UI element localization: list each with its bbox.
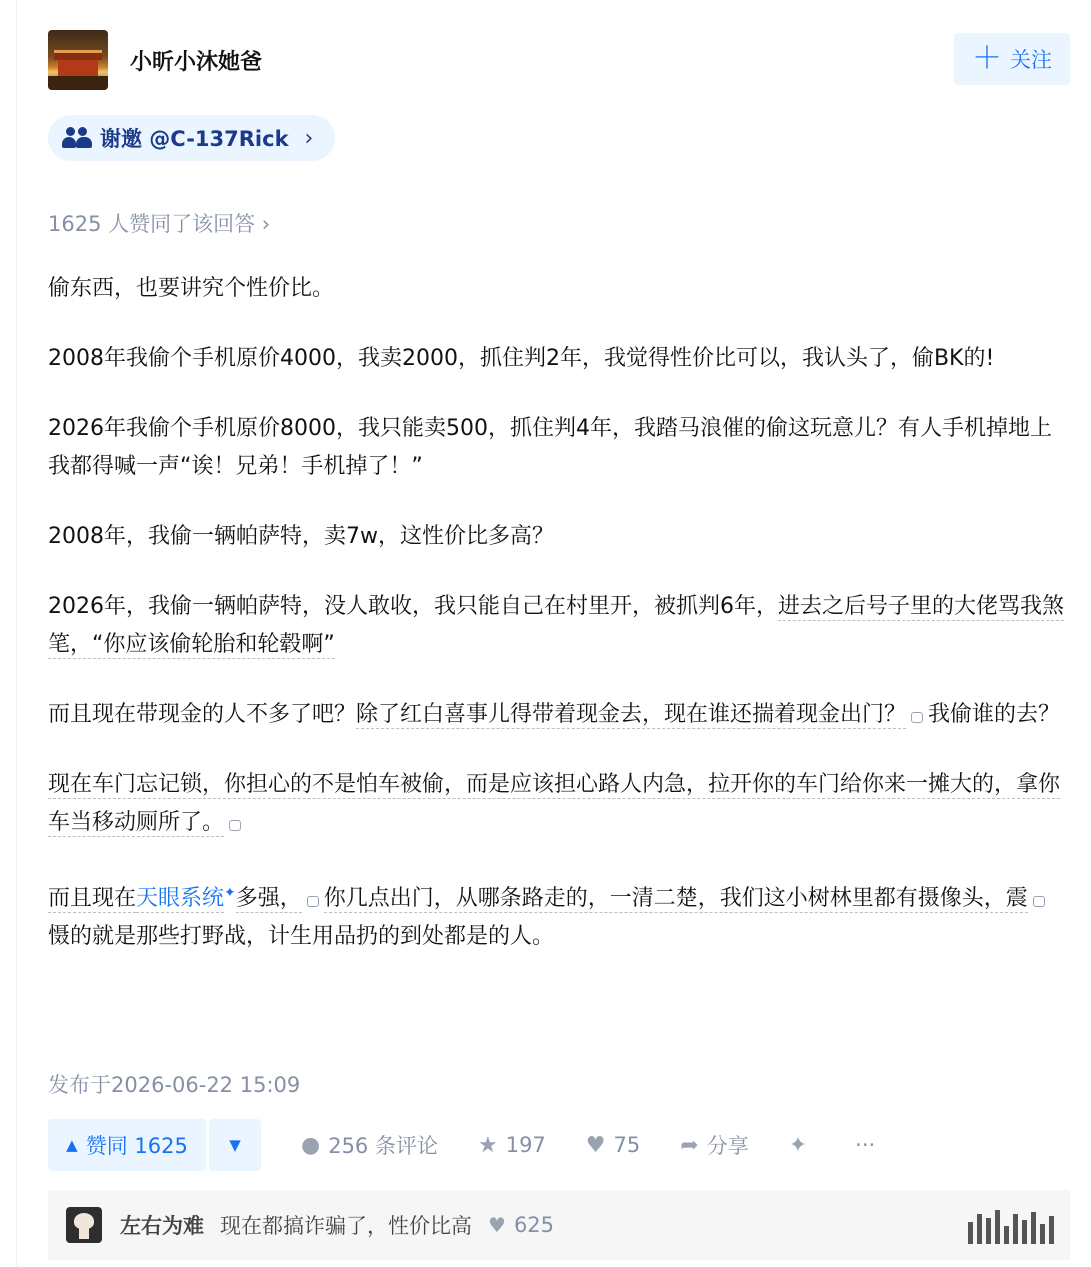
heart-icon: ♥ bbox=[585, 1132, 606, 1158]
comment-bubble-icon[interactable] bbox=[229, 820, 241, 831]
people-icon bbox=[62, 126, 92, 150]
comment-likes-count: 625 bbox=[513, 1213, 555, 1237]
more-icon: ··· bbox=[855, 1133, 876, 1157]
top-comment-preview[interactable] bbox=[48, 1190, 1070, 1260]
paragraph: 2008年我偷个手机原价4000，我卖2000，抓住判2年，我觉得性价比可以，我认头了，偷BK的! bbox=[48, 346, 995, 371]
text-segment: 2026年，我偷一辆帕萨特，没人敢收，我只能自己在村里开，被抓判6年， bbox=[48, 594, 778, 619]
heart-icon: ♥ bbox=[488, 1213, 506, 1237]
highlighted-segment[interactable]: 你几点出门，从哪条路走的，一清二楚，我们这小树林里都有摄像头，震 bbox=[323, 886, 1028, 912]
author-header bbox=[48, 30, 262, 90]
ai-sparkle-button[interactable] bbox=[789, 1133, 815, 1158]
upvote-label: 赞同 1625 bbox=[85, 1134, 188, 1158]
upvote-triangle-icon: ▲ bbox=[66, 1136, 78, 1154]
text-segment: 我偷谁的去？ bbox=[928, 702, 1061, 727]
paragraph bbox=[48, 766, 1068, 842]
paragraph: 偷东西，也要讲究个性价比。 bbox=[48, 276, 335, 301]
likes-count: 75 bbox=[613, 1133, 641, 1157]
highlighted-segment[interactable]: 除了红白喜事儿得带着现金去，现在谁还揣着现金出门？ bbox=[356, 702, 907, 727]
share-arrow-icon: ➦ bbox=[680, 1132, 699, 1158]
upvote-button[interactable] bbox=[48, 1119, 206, 1171]
follow-button[interactable] bbox=[954, 33, 1070, 85]
vote-summary[interactable]: 1625 人赞同了该回答 › bbox=[48, 212, 271, 236]
comments-button[interactable] bbox=[301, 1130, 438, 1160]
paragraph bbox=[48, 588, 1068, 664]
comment-icon: ● bbox=[301, 1132, 321, 1158]
paragraph bbox=[48, 874, 1068, 956]
publish-time[interactable]: 发布于2026-06-22 15:09 bbox=[48, 1073, 301, 1097]
text-segment: 而且现在 bbox=[48, 886, 137, 912]
chevron-right-icon: › bbox=[304, 125, 314, 151]
favorite-button[interactable] bbox=[478, 1133, 546, 1158]
comment-likes[interactable] bbox=[488, 1213, 554, 1237]
author-name[interactable]: 小昕小沐她爸 bbox=[130, 49, 263, 75]
invite-pill[interactable] bbox=[48, 115, 335, 161]
plus-icon: ＋ bbox=[972, 41, 1002, 76]
downvote-button[interactable] bbox=[209, 1119, 261, 1171]
sparkle-icon: ✦ bbox=[788, 1132, 808, 1158]
paragraph bbox=[48, 696, 1068, 734]
author-avatar[interactable] bbox=[48, 30, 108, 90]
comment-text: 现在都搞诈骗了，性价比高 bbox=[220, 1214, 472, 1238]
text-segment: 多强， bbox=[235, 886, 302, 912]
action-bar bbox=[48, 1119, 875, 1171]
comment-bubble-icon[interactable] bbox=[1033, 896, 1045, 907]
more-button[interactable] bbox=[855, 1133, 875, 1157]
star-icon: ★ bbox=[477, 1132, 498, 1158]
answer-content bbox=[48, 270, 1068, 988]
comment-bubble-icon[interactable] bbox=[307, 896, 319, 907]
follow-label: 关注 bbox=[1010, 48, 1052, 72]
share-label: 分享 bbox=[706, 1134, 749, 1158]
share-button[interactable] bbox=[680, 1130, 748, 1160]
text-segment: 慑的就是那些打野战，计生用品扔的到处都是的人。 bbox=[48, 924, 555, 950]
paragraph: 2008年，我偷一辆帕萨特，卖7w，这性价比多高？ bbox=[48, 524, 554, 549]
favorites-count: 197 bbox=[505, 1133, 546, 1157]
commenter-name[interactable]: 左右为难 bbox=[120, 1214, 204, 1238]
text-segment: 而且现在带现金的人不多了吧？ bbox=[48, 702, 357, 727]
invite-text: 谢邀 @C-137Rick bbox=[100, 127, 289, 151]
paragraph: 2026年我偷个手机原价8000，我只能卖500，抓住判4年，我踏马浪催的偷这玩意儿？有人手机掉地上我都得喊一声“诶！兄弟！手机掉了！” bbox=[48, 416, 1052, 479]
downvote-triangle-icon: ▼ bbox=[229, 1136, 241, 1154]
commenter-avatar[interactable] bbox=[66, 1207, 102, 1243]
sparkle-icon: ✦ bbox=[224, 885, 236, 901]
watermark-icon bbox=[964, 1210, 1054, 1244]
tianyan-link[interactable]: 天眼系统 bbox=[136, 886, 225, 912]
highlighted-segment[interactable]: 进去之后号子里的大佬骂我煞笔，“你应该偷轮胎和轮毂啊” bbox=[48, 594, 1065, 657]
comment-bubble-icon[interactable] bbox=[911, 712, 923, 723]
highlighted-segment[interactable]: 现在车门忘记锁，你担心的不是怕车被偷，而是应该担心路人内急，拉开你的车门给你来一摊大的，拿你车当移动厕所了。 bbox=[48, 772, 1061, 835]
like-button[interactable] bbox=[586, 1133, 640, 1158]
comments-label: 256 条评论 bbox=[328, 1134, 438, 1158]
